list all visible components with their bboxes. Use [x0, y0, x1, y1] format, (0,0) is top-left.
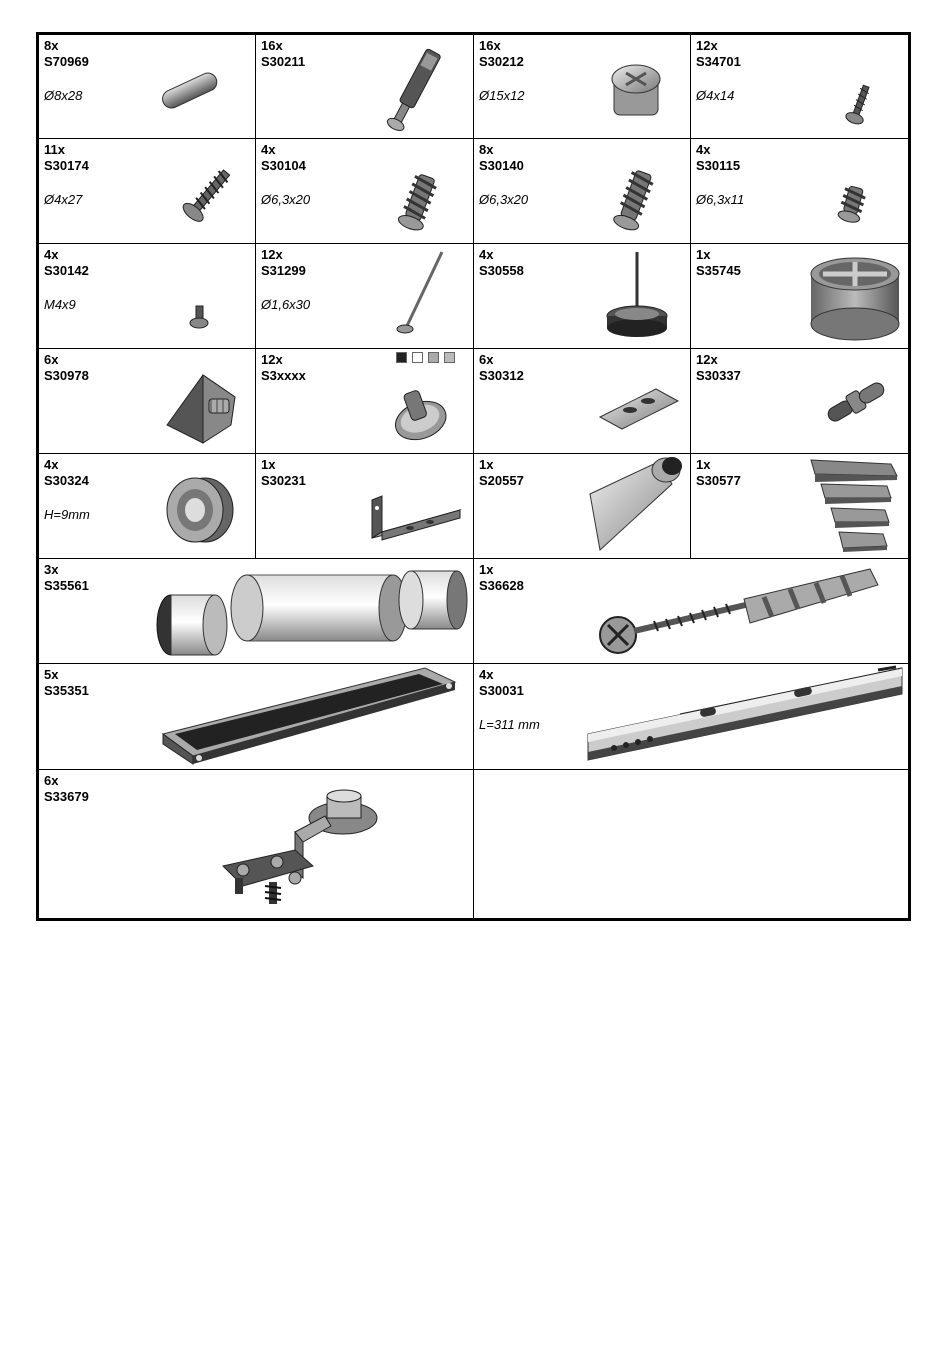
drawer-slide-icon	[584, 664, 906, 768]
euro-screw-icon	[608, 165, 660, 237]
part-quantity: 4x	[44, 457, 59, 472]
part-dimension: H=9mm	[44, 507, 90, 522]
part-cell	[474, 349, 690, 453]
part-quantity: 12x	[696, 38, 718, 53]
part-cell	[691, 35, 908, 138]
part-code: S30104	[261, 158, 306, 173]
part-cell	[691, 454, 908, 558]
color-swatch	[396, 352, 407, 363]
part-quantity: 1x	[261, 457, 276, 472]
small-screw-icon	[839, 81, 879, 131]
color-swatch	[444, 352, 455, 363]
part-cell	[39, 559, 473, 663]
cam-bolt-icon	[374, 43, 454, 137]
part-code: S30212	[479, 54, 524, 69]
part-cell	[474, 139, 690, 243]
part-quantity: 1x	[696, 457, 711, 472]
part-quantity: 3x	[44, 562, 59, 577]
part-quantity: 16x	[261, 38, 283, 53]
part-cell	[256, 349, 473, 453]
part-dimension: L=311 mm	[479, 717, 540, 732]
corner-block-icon	[163, 369, 247, 449]
part-quantity: 8x	[479, 142, 494, 157]
part-quantity: 12x	[696, 352, 718, 367]
part-quantity: 4x	[44, 247, 59, 262]
part-code: S35351	[44, 683, 89, 698]
part-cell	[691, 139, 908, 243]
part-code: S30577	[696, 473, 741, 488]
part-code: S30324	[44, 473, 89, 488]
wood-screw-icon	[175, 161, 237, 233]
part-quantity: 4x	[479, 667, 494, 682]
part-cell	[474, 35, 690, 138]
part-code: S30174	[44, 158, 89, 173]
part-cell	[39, 454, 255, 558]
part-code: S30558	[479, 263, 524, 278]
part-code: S3xxxx	[261, 368, 306, 383]
nail-icon	[392, 248, 454, 338]
part-cell	[39, 139, 255, 243]
part-quantity: 12x	[261, 352, 283, 367]
part-quantity: 1x	[479, 457, 494, 472]
part-cell	[474, 454, 690, 558]
parts-sheet	[36, 32, 911, 921]
part-quantity: 4x	[479, 247, 494, 262]
part-quantity: 6x	[479, 352, 494, 367]
part-cell	[39, 664, 473, 769]
part-quantity: 8x	[44, 38, 59, 53]
shelf-support-icon	[821, 371, 891, 433]
spacer-ring-icon	[161, 470, 237, 546]
part-code: S30211	[261, 54, 306, 69]
part-code: S34701	[696, 54, 741, 69]
part-dimension: Ø6,3x20	[479, 192, 529, 207]
part-dimension: Ø8x28	[44, 88, 83, 103]
part-dimension: Ø15x12	[479, 88, 525, 103]
part-code: S30337	[696, 368, 741, 383]
part-dimension: Ø4x27	[44, 192, 83, 207]
part-quantity: 4x	[261, 142, 276, 157]
part-quantity: 6x	[44, 352, 59, 367]
part-cell	[39, 349, 255, 453]
part-cell	[691, 244, 908, 348]
color-swatches	[396, 352, 455, 363]
angle-bracket-icon	[368, 494, 464, 550]
part-dimension: Ø4x14	[696, 88, 735, 103]
part-quantity: 12x	[261, 247, 283, 262]
part-cell	[39, 35, 255, 138]
handle-bar-icon	[157, 664, 461, 768]
part-code: S35745	[696, 263, 741, 278]
part-code: S31299	[261, 263, 306, 278]
part-code: S30031	[479, 683, 524, 698]
part-quantity: 1x	[479, 562, 494, 577]
part-cell	[256, 454, 473, 558]
part-cell	[474, 559, 908, 663]
part-cell	[256, 139, 473, 243]
part-dimension: Ø6,3x20	[261, 192, 311, 207]
glue-tube-icon	[586, 454, 690, 554]
nail-glide-icon	[604, 250, 670, 340]
furniture-foot-icon	[807, 252, 903, 344]
color-swatch	[412, 352, 423, 363]
wardrobe-rail-icon	[151, 561, 469, 661]
part-code: S30978	[44, 368, 89, 383]
wall-anchor-screw-icon	[594, 559, 900, 661]
part-cell	[39, 244, 255, 348]
part-code: S30312	[479, 368, 524, 383]
part-cell	[256, 35, 473, 138]
part-quantity: 1x	[696, 247, 711, 262]
part-cell	[474, 664, 908, 769]
part-quantity: 16x	[479, 38, 501, 53]
mending-plate-icon	[596, 383, 682, 433]
part-cell	[256, 244, 473, 348]
part-code: S30231	[261, 473, 306, 488]
machine-screw-icon	[185, 302, 213, 334]
part-code: S36628	[479, 578, 524, 593]
part-code: S20557	[479, 473, 524, 488]
part-code: S30142	[44, 263, 89, 278]
cover-cap-icon	[386, 377, 450, 449]
part-dimension: M4x9	[44, 297, 76, 312]
color-swatch	[428, 352, 439, 363]
empty-cell	[474, 770, 908, 921]
part-quantity: 11x	[44, 142, 65, 157]
wooden-dowel-icon	[157, 63, 225, 119]
wedge-shims-icon	[807, 456, 903, 556]
part-quantity: 4x	[696, 142, 711, 157]
cam-lock-icon	[608, 61, 666, 123]
part-cell	[691, 349, 908, 453]
short-euro-screw-icon	[835, 183, 869, 227]
part-code: S70969	[44, 54, 89, 69]
part-dimension: Ø6,3x11	[696, 192, 745, 207]
part-dimension: Ø1,6x30	[261, 297, 311, 312]
part-cell	[474, 244, 690, 348]
part-code: S30115	[696, 158, 741, 173]
part-quantity: 6x	[44, 773, 59, 788]
part-quantity: 5x	[44, 667, 59, 682]
part-cell	[39, 770, 473, 921]
part-code: S33679	[44, 789, 89, 804]
part-code: S35561	[44, 578, 89, 593]
part-code: S30140	[479, 158, 524, 173]
euro-screw-icon	[392, 169, 444, 237]
concealed-hinge-icon	[213, 782, 409, 914]
